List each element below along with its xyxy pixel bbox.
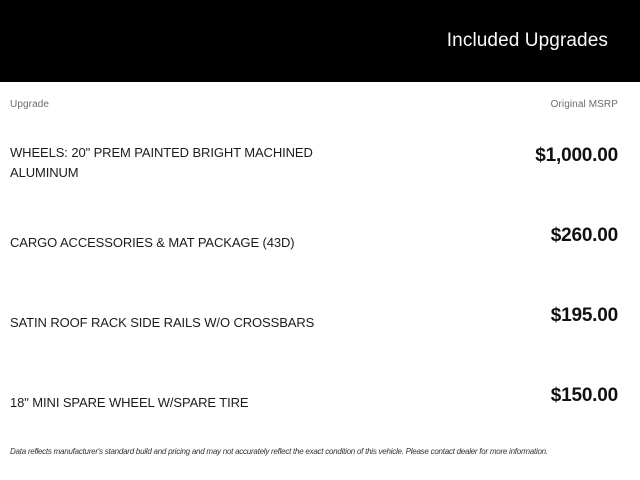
upgrade-name-cell: [10, 283, 314, 363]
upgrades-table: [0, 123, 640, 443]
disclaimer-text: Data reflects manufacturer's standard build and pricing and may not accurately reflect the exact condition of this vehicle. Please contact dealer for more information.: [10, 447, 548, 456]
upgrade-name: SATIN ROOF RACK SIDE RAILS W/O CROSSBARS: [10, 315, 315, 330]
page-footer: [0, 443, 640, 456]
upgrade-name-cell: [10, 203, 295, 283]
column-label-upgrade: Upgrade: [10, 99, 50, 110]
upgrade-price: $195.00: [550, 305, 618, 326]
upgrade-name-cell: [10, 123, 355, 203]
upgrade-name-cell: [10, 363, 249, 443]
upgrade-price: $1,000.00: [535, 145, 618, 166]
upgrade-price: $150.00: [550, 385, 618, 406]
upgrade-name: WHEELS: 20" PREM PAINTED BRIGHT MACHINED ALUMINUM: [10, 145, 313, 180]
table-row: [0, 203, 640, 283]
table-row: [0, 283, 640, 363]
upgrade-name: 18" MINI SPARE WHEEL W/SPARE TIRE: [10, 395, 249, 410]
upgrade-price: $260.00: [550, 225, 618, 246]
upgrade-name: CARGO ACCESSORIES & MAT PACKAGE (43D): [10, 235, 295, 250]
table-column-header: [0, 82, 640, 110]
page-header: [0, 0, 640, 82]
table-row: [0, 363, 640, 443]
column-label-original-msrp: Original MSRP: [550, 99, 618, 110]
table-row: [0, 123, 640, 203]
page-title: Included Upgrades: [446, 30, 608, 51]
